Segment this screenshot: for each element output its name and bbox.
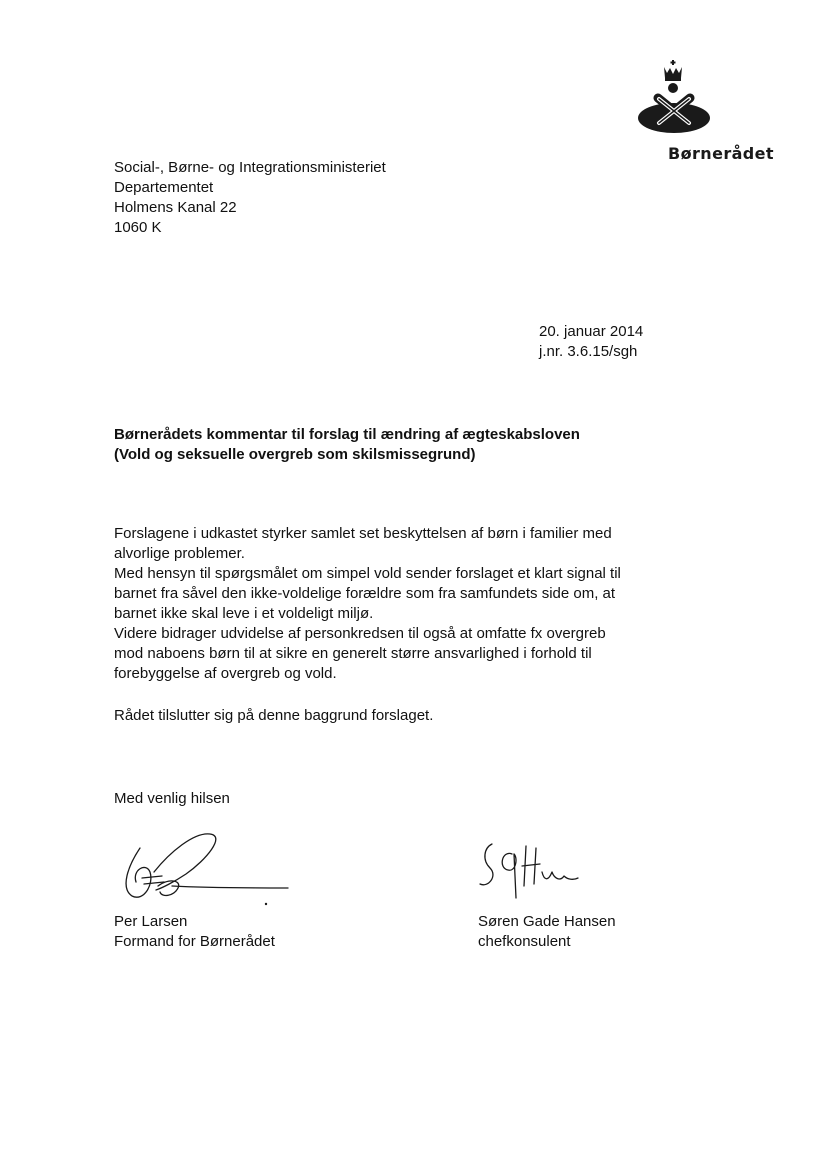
signature-soren-gade-hansen-icon bbox=[478, 838, 588, 910]
body-line: barnet fra såvel den ikke-voldelige forældre som fra samfundets side om, at bbox=[114, 585, 616, 602]
journal-number: j.nr. 3.6.15/sgh bbox=[539, 343, 638, 360]
address-line: Holmens Kanal 22 bbox=[114, 199, 237, 216]
signatory-block-2 bbox=[478, 912, 616, 952]
conclusion-line: Rådet tilslutter sig på denne baggrund forslaget. bbox=[114, 707, 434, 724]
recipient-address bbox=[114, 158, 386, 238]
signatory-block-1 bbox=[114, 912, 275, 952]
signatory-name: Søren Gade Hansen bbox=[478, 913, 616, 930]
body-line: forebyggelse af overgreb og vold. bbox=[114, 665, 337, 682]
subject-heading bbox=[114, 425, 580, 465]
date-block bbox=[539, 322, 643, 362]
subject-line: Børnerådets kommentar til forslag til ændring af ægteskabsloven bbox=[114, 426, 580, 443]
address-line: 1060 K bbox=[114, 219, 162, 236]
signatory-name: Per Larsen bbox=[114, 913, 188, 930]
signatory-title: Formand for Børnerådet bbox=[114, 933, 275, 950]
body-line: barnet ikke skal leve i et voldeligt miljø. bbox=[114, 605, 374, 622]
address-line: Social-, Børne- og Integrationsministeriet bbox=[114, 159, 386, 176]
signature-per-larsen-icon bbox=[110, 826, 300, 916]
letterhead-org-name: Børnerådet bbox=[668, 144, 774, 163]
body-line: alvorlige problemer. bbox=[114, 545, 245, 562]
signatory-title: chefkonsulent bbox=[478, 933, 571, 950]
closing-greeting bbox=[114, 789, 230, 809]
body-line: Forslagene i udkastet styrker samlet set beskyttelsen af børn i familier med bbox=[114, 525, 612, 542]
body-line: Videre bidrager udvidelse af personkredsen til også at omfatte fx overgreb bbox=[114, 625, 606, 642]
conclusion-paragraph bbox=[114, 706, 433, 726]
borneraadet-logo-icon bbox=[636, 58, 716, 136]
subject-line: (Vold og seksuelle overgreb som skilsmissegrund) bbox=[114, 446, 476, 463]
letter-date: 20. januar 2014 bbox=[539, 323, 644, 340]
greeting-line: Med venlig hilsen bbox=[114, 790, 230, 807]
address-line: Departementet bbox=[114, 179, 214, 196]
body-text bbox=[114, 524, 621, 684]
body-line: mod naboens børn til at sikre en generelt større ansvarlighed i forhold til bbox=[114, 645, 592, 662]
body-line: Med hensyn til spørgsmålet om simpel vold sender forslaget et klart signal til bbox=[114, 565, 621, 582]
